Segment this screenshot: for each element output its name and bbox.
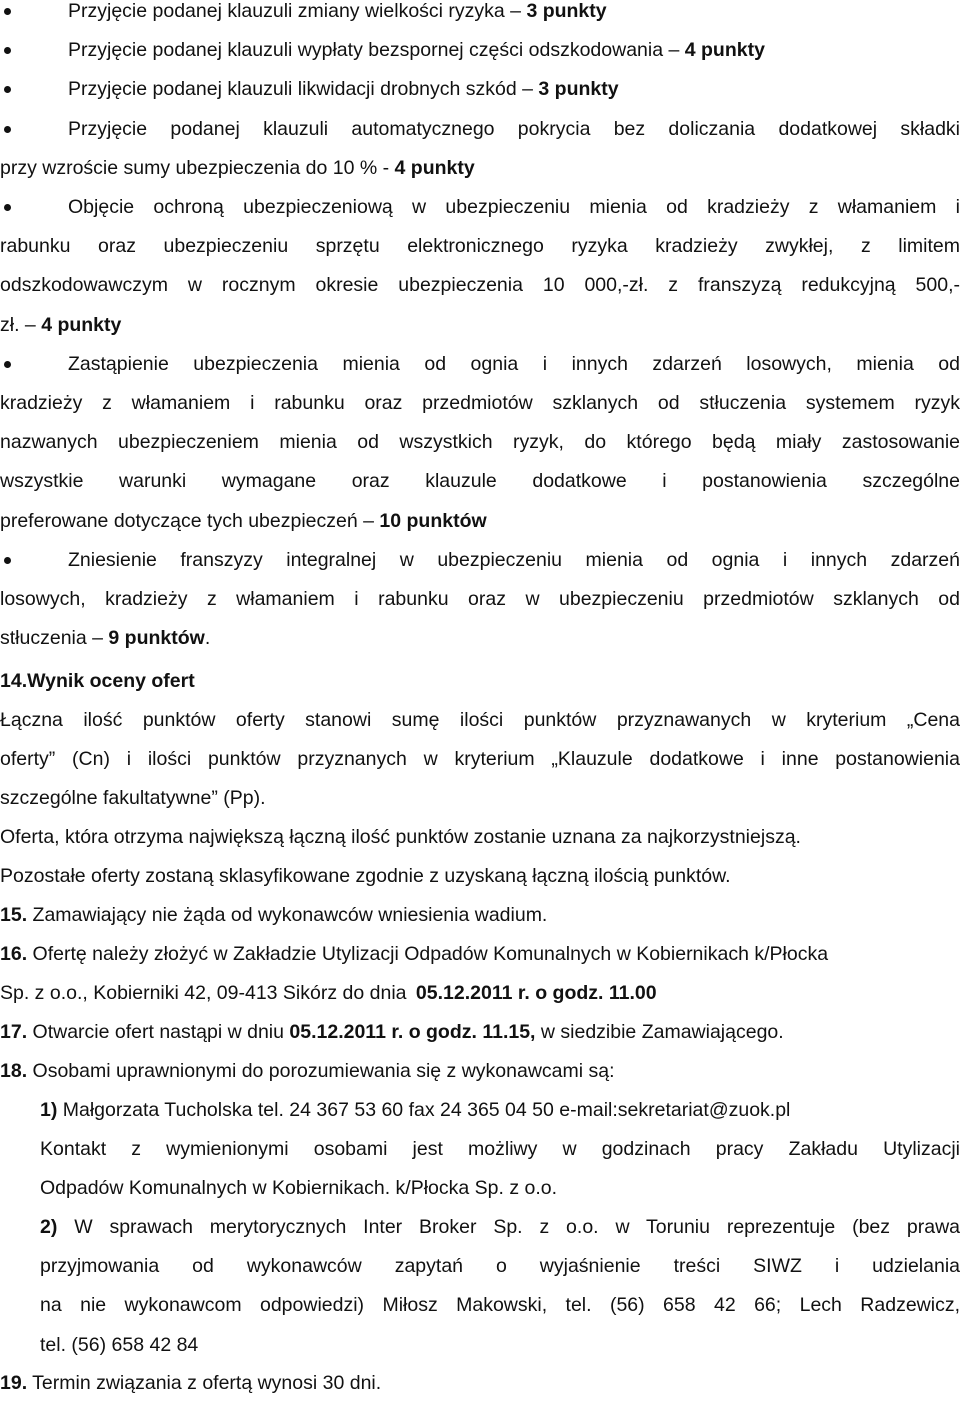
bullet-line: Przyjęcie podanej klauzuli likwidacji drobnych szkód – 3 punkty — [68, 78, 619, 101]
bullet-item — [0, 31, 960, 70]
section-14-para-2: Oferta, która otrzyma największą łączną ilość punktów zostanie uznana za najkorzystniejszą. — [0, 826, 801, 848]
section-15: 15. Zamawiający nie żąda od wykonawców wniesienia wadium. — [0, 904, 548, 926]
bullet-item — [0, 345, 960, 541]
bullet-line: kradzieży z włamaniem i rabunku oraz przedmiotów szklanych od stłuczenia systemem ryzyk — [0, 392, 960, 414]
bullet-line: Objęcie ochroną ubezpieczeniową w ubezpieczeniu mienia od kradzieży z włamaniem i — [68, 196, 960, 218]
section-14-heading: 14.Wynik oceny ofert — [0, 670, 195, 692]
bullet-line: Przyjęcie podanej klauzuli automatycznego pokrycia bez doliczania dodatkowej składki — [68, 117, 960, 140]
section-18-contact-2: 2) W sprawach merytorycznych Inter Broker Sp. z o.o. w Toruniu reprezentuje (bez prawa przyjmowania od wykonawców zapytań o wyjaśnienie treści SIWZ i udzielania na nie wykonawcom odpowiedzi) Miłosz Makowski, tel. (56) 658 42 66; Lech Radzewicz, tel. (56) 658 42 84 — [40, 1216, 960, 1356]
bullet-line: Przyjęcie podanej klauzuli wypłaty bezspornej części odszkodowania – 4 punkty — [68, 39, 765, 62]
bullet-line: odszkodowawczym w rocznym okresie ubezpieczenia 10 000,-zł. z franszyzą redukcyjną 500,- — [0, 274, 960, 297]
bullet-line: wszystkie warunki wymagane oraz klauzule dodatkowe i postanowienia szczególne — [0, 470, 960, 493]
section-19: 19. Termin związania z ofertą wynosi 30 dni. — [0, 1372, 382, 1394]
bullet-item — [0, 541, 960, 659]
section-16-line-2: Sp. z o.o., Kobierniki 42, 09-413 Sikórz do dnia 05.12.2011 r. o godz. 11.00 — [0, 982, 657, 1004]
bullet-line: zł. – 4 punkty — [0, 313, 122, 336]
section-16-line-1: 16. Ofertę należy złożyć w Zakładzie Utylizacji Odpadów Komunalnych w Kobiernikach k/Płocka — [0, 943, 829, 965]
section-18-intro: 18. Osobami uprawnionymi do porozumiewania się z wykonawcami są: — [0, 1060, 615, 1082]
bullet-line: Zniesienie franszyzy integralnej w ubezpieczeniu mienia od ognia i innych zdarzeń — [68, 548, 960, 571]
bullet-line: nazwanych ubezpieczeniem mienia od wszystkich ryzyk, do którego będą miały zastosowanie — [0, 431, 960, 454]
section-17: 17. Otwarcie ofert nastąpi w dniu 05.12.2011 r. o godz. 11.15, w siedzibie Zamawiającego. — [0, 1021, 784, 1043]
bullet-item — [0, 0, 960, 31]
section-18-contact-1: 1) Małgorzata Tucholska tel. 24 367 53 60 fax 24 365 04 50 e-mail:sekretariat@zuok.pl — [40, 1099, 791, 1121]
bullet-item — [0, 188, 960, 345]
section-14-para-3: Pozostałe oferty zostaną sklasyfikowane zgodnie z uzyskaną łączną ilością punktów. — [0, 865, 731, 887]
bullet-line: Zastąpienie ubezpieczenia mienia od ognia i innych zdarzeń losowych, mienia od — [68, 352, 960, 375]
bullet-line: rabunku oraz ubezpieczeniu sprzętu elektronicznego ryzyka kradzieży zwykłej, z limitem — [0, 235, 960, 258]
bullet-item — [0, 110, 960, 188]
bullet-line: preferowane dotyczące tych ubezpieczeń – 10 punktów — [0, 509, 487, 532]
bullet-line: Przyjęcie podanej klauzuli zmiany wielkości ryzyka – 3 punkty — [68, 0, 607, 22]
bullet-item — [0, 70, 960, 109]
section-18-contact-hours: Kontakt z wymienionymi osobami jest możliwy w godzinach pracy Zakładu Utylizacji Odpadów Komunalnych w Kobiernikach. k/Płocka Sp. z o.o. — [40, 1138, 960, 1200]
section-14-para-1: Łączna ilość punktów oferty stanowi sumę ilości punktów przyznawanych w kryterium „Cena oferty” (Cn) i ilości punktów przyznanych w kryterium „Klauzule dodatkowe i inne postanowienia szczególne fakultatywne” (Pp). — [0, 709, 960, 810]
bullet-line: stłuczenia – 9 punktów. — [0, 627, 211, 650]
bullet-line: losowych, kradzieży z włamaniem i rabunku oraz w ubezpieczeniu przedmiotów szklanych od — [0, 588, 960, 610]
bullet-line: przy wzroście sumy ubezpieczenia do 10 % - 4 punkty — [0, 156, 475, 179]
